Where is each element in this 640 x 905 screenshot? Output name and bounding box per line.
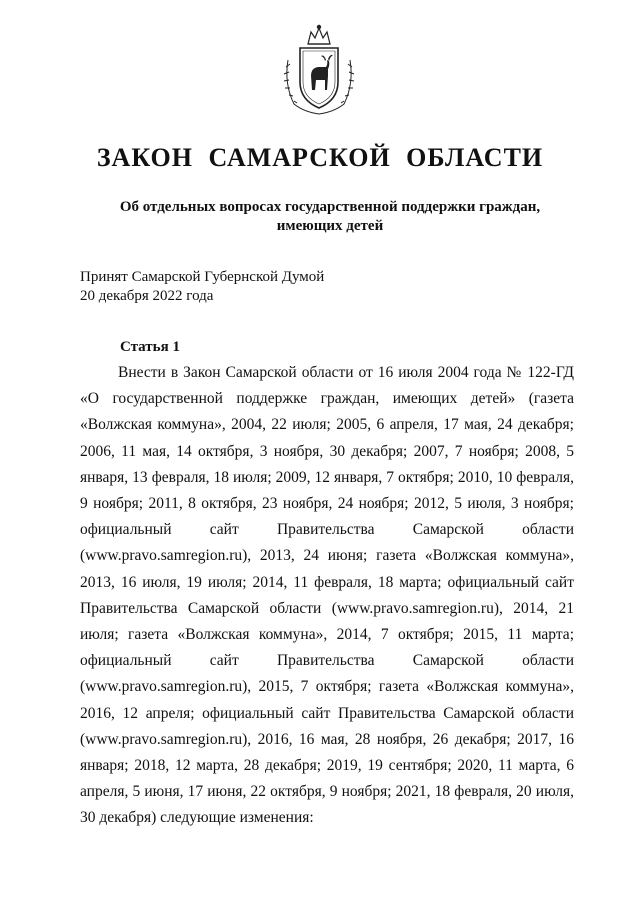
adoption-body: Принят Самарской Губернской Думой <box>80 269 325 285</box>
article-body-text: Внести в Закон Самарской области от 16 июля 2004 года № 122-ГД «О государственной поддержке граждан, имеющих детей» (газета «Волжская коммуна», 2004, 22 июля; 2005, 6 апреля, 17 мая, 24 декабря; 2006, 11 мая, 14 октября, 3 ноября, 30 декабря; 2007, 7 ноября; 2008, 5 января, 13 февраля, 18 июля; 2009, 12 января, 7 октября; 2010, 10 февраля, 9 ноября; 2011, 8 октября, 23 ноября, 24 ноября; 2012, 5 июля, 3 ноября; официальный сайт Правительства Самарской области (www.pravo.samregion.ru), 2013, 24 июня; газета «Волжская коммуна», 2013, 16 июля, 19 июля; 2014, 11 февраля, 18 марта; официальный сайт Правительства Самарской области (www.pravo.samregion.ru), 2014, 21 июля; газета «Волжская коммуна», 2014, 7 октября; 2015, 11 марта; официальный сайт Правительства Самарской области (www.pravo.samregion.ru), 2015, 7 октября; газета «Волжская коммуна», 2016, 12 апреля; официальный сайт Правительства Самарской области (www.pravo.samregion.ru), 2016, 16 мая, 28 ноября, 26 декабря; 2017, 16 января; 2018, 12 марта, 28 декабря; 2019, 19 сентября; 2020, 11 марта, 6 апреля, 5 июня, 17 июня, 22 октября, 9 ноября; 2021, 18 февраля, 20 июля, 30 декабря) следующие изменения: <box>80 364 574 827</box>
adoption-info <box>80 268 324 306</box>
law-subtitle-line2: имеющих детей <box>276 218 384 234</box>
article-heading: Статья 1 <box>120 339 180 355</box>
law-subtitle-line1: Об отдельных вопросах государственной поддержки граждан, <box>119 199 541 215</box>
coat-of-arms-icon <box>280 24 358 116</box>
law-title: ЗАКОН САМАРСКОЙ ОБЛАСТИ <box>96 143 544 172</box>
law-subtitle <box>80 198 580 236</box>
adoption-date: 20 декабря 2022 года <box>80 288 214 304</box>
